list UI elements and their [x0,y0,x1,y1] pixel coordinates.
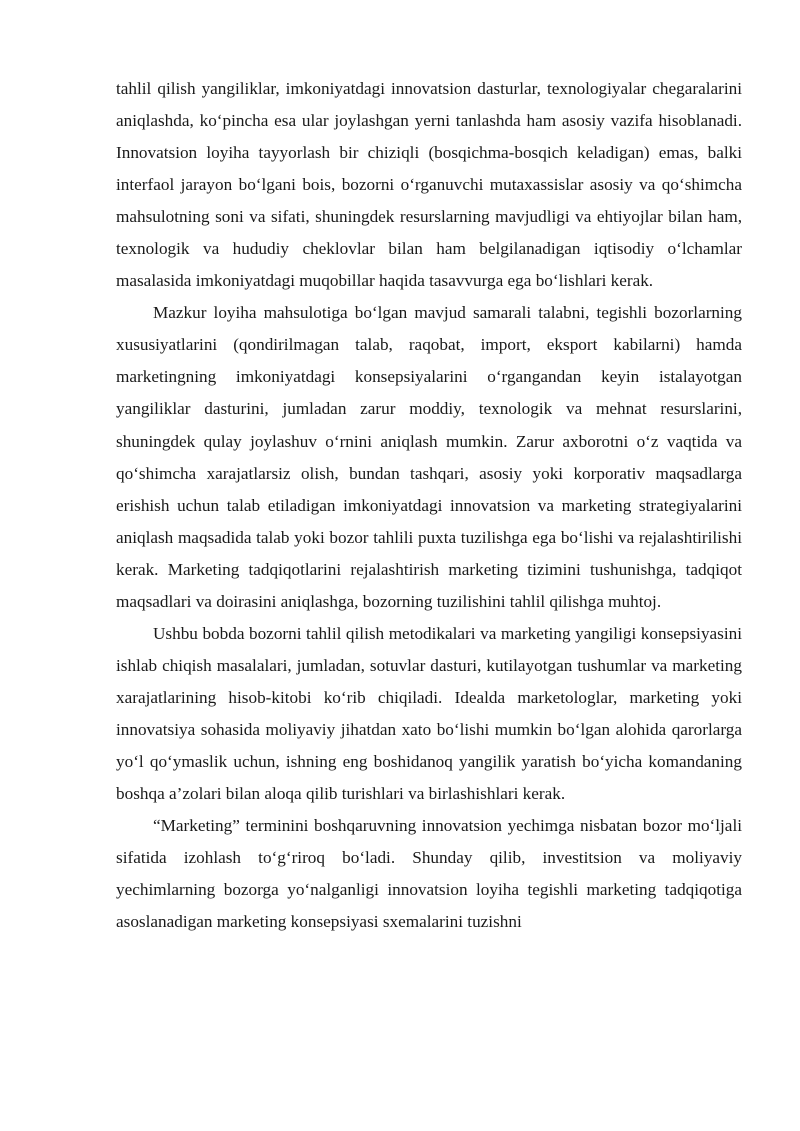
body-text [116,73,742,938]
paragraph-project-product-demand: Mazkur loyiha mahsulotiga bo‘lgan mavjud samarali talabni, tegishli bozorlarning xususiyatlarini (qondirilmagan talab, raqobat, import, eksport kabilarni) hamda marketingning imkoniyatdagi konsepsiyalarini o‘rgangandan keyin istalayotgan yangiliklar dasturini, jumladan zarur moddiy, texnologik va mehnat resurslarini, shuningdek qulay joylashuv o‘rnini aniqlash mumkin. Zarur axborotni o‘z vaqtida va qo‘shimcha xarajatlarsiz olish, bundan tashqari, asosiy yoki korporativ maqsadlarga erishish uchun talab etiladigan imkoniyatdagi innovatsion va marketing strategiyalarini aniqlash maqsadida talab yoki bozor tahlili puxta tuzilishga ega bo‘lishi va rejalashtirilishi kerak. Marketing tadqiqotlarini rejalashtirish marketing tizimini tushunishga, tadqiqot maqsadlari va doirasini aniqlashga, bozorning tuzilishini tahlil qilishga muhtoj. [116,303,742,611]
paragraph-continuation: tahlil qilish yangiliklar, imkoniyatdagi innovatsion dasturlar, texnologiyalar chegaralarini aniqlashda, ko‘pincha esa ular joylashgan yerni tanlashda ham asosiy vazifa hisoblanadi. Innovatsion loyiha tayyorlash bir chiziqli (bosqichma-bosqich keladigan) emas, balki interfaol jarayon bo‘lgani bois, bozorni o‘rganuvchi mutaxassislar asosiy va qo‘shimcha mahsulotning soni va sifati, shuningdek resurslarning mavjudligi va ehtiyojlar bilan ham, texnologik va hududiy cheklovlar bilan ham belgilanadigan iqtisodiy o‘lchamlar masalasida imkoniyatdagi muqobillar haqida tasavvurga ega bo‘lishlari kerak. [116,79,742,291]
paragraph-chapter-overview: Ushbu bobda bozorni tahlil qilish metodikalari va marketing yangiligi konsepsiyasini ishlab chiqish masalalari, jumladan, sotuvlar dasturi, kutilayotgan tushumlar va marketing xarajatlarining hisob-kitobi ko‘rib chiqiladi. Idealda marketologlar, marketing yoki innovatsiya sohasida moliyaviy jihatdan xato bo‘lishi mumkin bo‘lgan alohida qarorlarga yo‘l qo‘ymaslik uchun, ishning eng boshidanoq yangilik yaratish bo‘yicha komandaning boshqa a’zolari bilan aloqa qilib turishlari va birlashishlari kerak. [116,623,742,804]
paragraph-marketing-term: “Marketing” terminini boshqaruvning innovatsion yechimga nisbatan bozor mo‘ljali sifatida izohlash to‘g‘riroq bo‘ladi. Shunday qilib, investitsion va moliyaviy yechimlarning bozorga yo‘nalganligi innovatsion loyiha tegishli marketing tadqiqotiga asoslanadigan marketing konsepsiyasi sxemalarini tuzishni [116,816,742,932]
